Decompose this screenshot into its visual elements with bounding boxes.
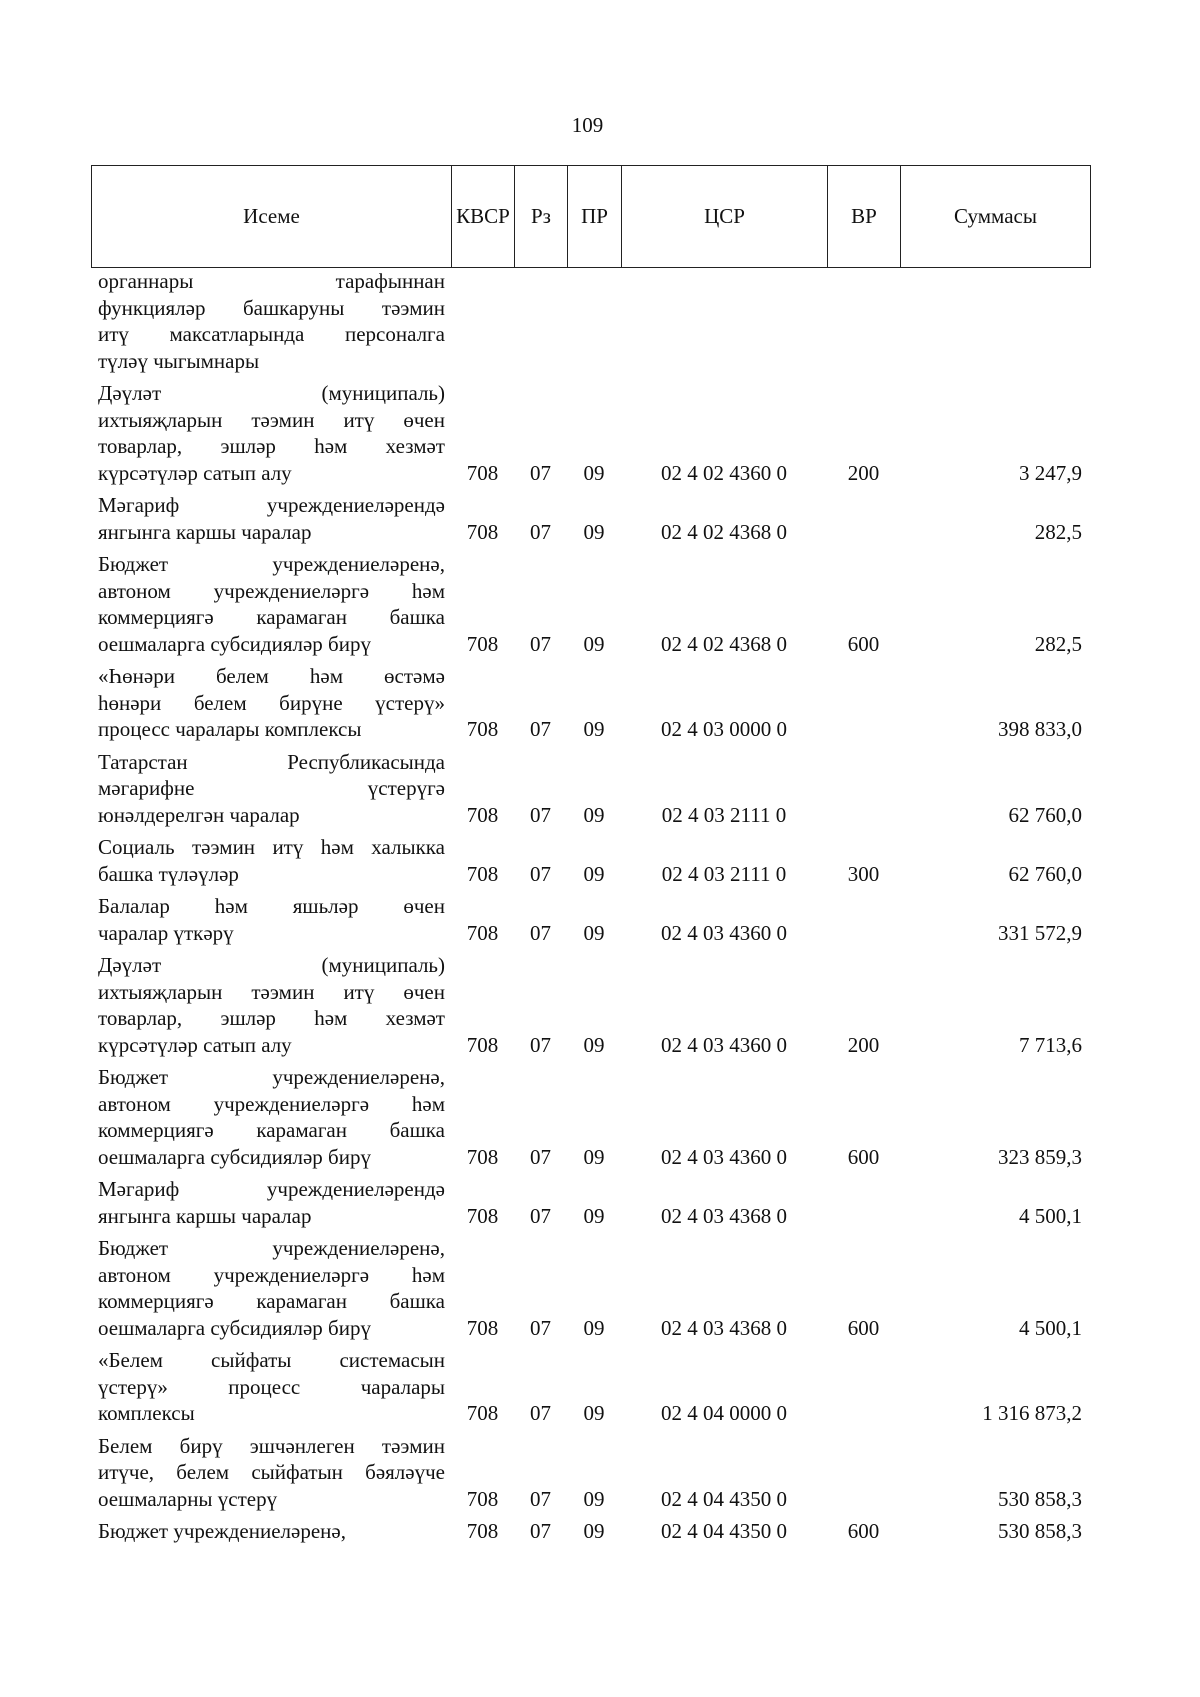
row-name-line: товарлар, эшләр һәм хезмәт bbox=[98, 434, 445, 458]
row-vr: 600 bbox=[847, 1519, 880, 1543]
row-name-line: ихтыяҗларын тәэмин итү өчен bbox=[98, 407, 445, 432]
row-tsr: 02 4 03 4368 0 bbox=[661, 1315, 787, 1340]
row-pr: 09 bbox=[583, 920, 605, 945]
table-row bbox=[91, 1433, 1090, 1519]
row-sum bbox=[900, 268, 1090, 380]
header-name: Исеме bbox=[92, 166, 452, 268]
row-name bbox=[91, 952, 451, 1064]
row-name-line: функцияләр башкаруны тәэмин bbox=[98, 295, 445, 320]
row-pr: 09 bbox=[583, 1401, 605, 1425]
row-rz: 07 bbox=[530, 460, 551, 485]
row-name-line: товарлар, эшләр һәм хезмәт bbox=[98, 1006, 445, 1030]
row-kvsr: 708 bbox=[466, 631, 499, 656]
row-rz: 07 bbox=[530, 1486, 551, 1511]
row-name bbox=[91, 380, 451, 492]
row-pr: 09 bbox=[583, 460, 605, 485]
row-sum: 3 247,9 bbox=[1019, 460, 1082, 485]
row-sum: 4 500,1 bbox=[1019, 1203, 1082, 1228]
row-sum: 398 833,0 bbox=[998, 717, 1082, 741]
row-name bbox=[91, 492, 451, 551]
table-row bbox=[91, 1347, 1090, 1433]
row-name-line: мәгарифне үстерүгә bbox=[98, 776, 445, 800]
row-name-line: оешмаларга субсидияләр бирү bbox=[98, 1315, 371, 1340]
row-tsr: 02 4 03 0000 0 bbox=[661, 717, 787, 741]
row-name-line: автоном учреждениеләргә һәм bbox=[98, 1091, 445, 1116]
row-tsr: 02 4 04 4350 0 bbox=[661, 1519, 787, 1543]
row-sum: 62 760,0 bbox=[1008, 802, 1082, 827]
row-name-line: янгынга каршы чаралар bbox=[98, 1203, 312, 1228]
row-tsr: 02 4 03 4360 0 bbox=[661, 920, 787, 945]
budget-table bbox=[91, 268, 1090, 1551]
row-sum: 282,5 bbox=[1034, 519, 1082, 544]
table-body bbox=[91, 268, 1090, 1551]
row-rz bbox=[514, 268, 567, 380]
row-name-line: Мәгариф учреждениеләрендә bbox=[98, 1177, 445, 1201]
row-rz: 07 bbox=[530, 1519, 551, 1543]
row-name bbox=[91, 268, 451, 380]
table-row bbox=[91, 952, 1090, 1064]
row-name-line: итүче, белем сыйфатын бәяләүче bbox=[98, 1460, 445, 1484]
row-kvsr: 708 bbox=[466, 1486, 499, 1511]
row-vr bbox=[827, 492, 900, 551]
row-tsr: 02 4 02 4368 0 bbox=[661, 519, 787, 544]
row-name-line: итү максатларында персоналга bbox=[98, 322, 445, 346]
row-name-line: Дәүләт (муниципаль) bbox=[98, 381, 445, 405]
table-row bbox=[91, 1235, 1090, 1347]
row-rz: 07 bbox=[530, 519, 551, 544]
row-name-line: янгынга каршы чаралар bbox=[98, 519, 312, 544]
row-name-line: Дәүләт (муниципаль) bbox=[98, 953, 445, 977]
row-tsr bbox=[621, 268, 827, 380]
row-rz: 07 bbox=[530, 1401, 551, 1425]
row-rz: 07 bbox=[530, 1032, 551, 1057]
table-row bbox=[91, 834, 1090, 893]
row-name-line: юнәлдерелгән чаралар bbox=[98, 802, 300, 827]
row-vr: 600 bbox=[847, 1315, 880, 1340]
row-kvsr: 708 bbox=[466, 1315, 499, 1340]
row-name-line: коммерциягә карамаган башка bbox=[98, 1118, 445, 1142]
row-name-line: ихтыяҗларын тәэмин итү өчен bbox=[98, 979, 445, 1004]
row-kvsr: 708 bbox=[466, 1401, 499, 1425]
row-vr bbox=[827, 893, 900, 952]
row-rz: 07 bbox=[530, 1203, 551, 1228]
row-tsr: 02 4 02 4360 0 bbox=[661, 460, 787, 485]
header-vr: ВР bbox=[828, 166, 901, 268]
row-name-line: Бюджет учреждениеләренә, bbox=[98, 1519, 346, 1543]
row-vr bbox=[827, 663, 900, 749]
row-name-line: «Һөнәри белем һәм өстәмә bbox=[98, 664, 445, 688]
row-sum: 282,5 bbox=[1034, 631, 1082, 656]
row-name-line: Татарстан Республикасында bbox=[98, 749, 445, 774]
row-name bbox=[91, 1347, 451, 1433]
row-kvsr: 708 bbox=[466, 802, 499, 827]
table-row bbox=[91, 1518, 1090, 1551]
row-tsr: 02 4 03 4360 0 bbox=[661, 1144, 787, 1169]
row-kvsr: 708 bbox=[466, 1032, 499, 1057]
row-name bbox=[91, 663, 451, 749]
row-name-line: Белем бирү эшчәнлеген тәэмин bbox=[98, 1433, 445, 1458]
row-tsr: 02 4 04 0000 0 bbox=[661, 1401, 787, 1425]
row-name-line: «Белем сыйфаты системасын bbox=[98, 1348, 445, 1372]
row-vr: 200 bbox=[847, 460, 880, 485]
row-name-line: күрсәтүләр сатып алу bbox=[98, 460, 292, 485]
row-name-line: Балалар һәм яшьләр өчен bbox=[98, 894, 445, 918]
row-kvsr: 708 bbox=[466, 717, 499, 741]
row-rz: 07 bbox=[530, 861, 551, 886]
row-sum: 62 760,0 bbox=[1008, 861, 1082, 886]
row-rz: 07 bbox=[530, 631, 551, 656]
row-name bbox=[91, 1518, 451, 1551]
row-name-line: комплексы bbox=[98, 1401, 195, 1425]
row-name bbox=[91, 1433, 451, 1519]
row-rz: 07 bbox=[530, 1315, 551, 1340]
header-pr: ПР bbox=[568, 166, 622, 268]
row-name bbox=[91, 1064, 451, 1176]
row-vr bbox=[827, 1433, 900, 1519]
row-kvsr: 708 bbox=[466, 861, 499, 886]
row-name bbox=[91, 1235, 451, 1347]
row-rz: 07 bbox=[530, 802, 551, 827]
row-rz: 07 bbox=[530, 717, 551, 741]
row-name-line: Мәгариф учреждениеләрендә bbox=[98, 493, 445, 517]
table-row bbox=[91, 268, 1090, 380]
row-tsr: 02 4 04 4350 0 bbox=[661, 1486, 787, 1511]
table-row bbox=[91, 380, 1090, 492]
row-vr bbox=[827, 1347, 900, 1433]
row-sum: 7 713,6 bbox=[1019, 1032, 1082, 1057]
header-sum: Суммасы bbox=[901, 166, 1091, 268]
row-pr: 09 bbox=[583, 1315, 605, 1340]
row-vr: 200 bbox=[847, 1032, 880, 1057]
table-row bbox=[91, 663, 1090, 749]
row-name-line: чаралар үткәрү bbox=[98, 920, 234, 945]
header-kvsr: КВСР bbox=[452, 166, 515, 268]
header-tsr: ЦСР bbox=[622, 166, 828, 268]
row-name-line: Бюджет учреждениеләренә, bbox=[98, 552, 445, 576]
row-pr: 09 bbox=[583, 1032, 605, 1057]
row-kvsr: 708 bbox=[466, 1203, 499, 1228]
row-name-line: автоном учреждениеләргә һәм bbox=[98, 578, 445, 603]
row-vr bbox=[827, 1176, 900, 1235]
row-kvsr: 708 bbox=[466, 519, 499, 544]
row-tsr: 02 4 03 2111 0 bbox=[661, 861, 787, 886]
row-name-line: Бюджет учреждениеләренә, bbox=[98, 1236, 445, 1260]
row-sum: 331 572,9 bbox=[998, 920, 1082, 945]
row-name-line: башка түләүләр bbox=[98, 861, 239, 886]
row-vr bbox=[827, 268, 900, 380]
row-pr: 09 bbox=[583, 1519, 605, 1543]
row-sum: 323 859,3 bbox=[998, 1144, 1082, 1169]
row-name bbox=[91, 749, 451, 835]
table-row bbox=[91, 893, 1090, 952]
row-name-line: оешмаларны үстерү bbox=[98, 1486, 278, 1511]
row-pr: 09 bbox=[583, 1144, 605, 1169]
row-pr: 09 bbox=[583, 1486, 605, 1511]
row-name-line: коммерциягә карамаган башка bbox=[98, 605, 445, 629]
row-pr: 09 bbox=[583, 802, 605, 827]
row-kvsr: 708 bbox=[466, 1519, 499, 1543]
table-row bbox=[91, 1176, 1090, 1235]
row-tsr: 02 4 03 4360 0 bbox=[661, 1032, 787, 1057]
row-pr: 09 bbox=[583, 1203, 605, 1228]
row-rz: 07 bbox=[530, 920, 551, 945]
table-row bbox=[91, 492, 1090, 551]
row-name-line: коммерциягә карамаган башка bbox=[98, 1289, 445, 1313]
row-pr bbox=[567, 268, 621, 380]
page-number: 109 bbox=[571, 113, 604, 137]
row-vr bbox=[827, 749, 900, 835]
row-name-line: автоном учреждениеләргә һәм bbox=[98, 1262, 445, 1287]
header-rz: Рз bbox=[515, 166, 568, 268]
row-name-line: органнары тарафыннан bbox=[98, 269, 445, 293]
row-name-line: оешмаларга субсидияләр бирү bbox=[98, 631, 371, 656]
row-vr: 600 bbox=[847, 631, 880, 656]
row-kvsr bbox=[451, 268, 514, 380]
table-header bbox=[91, 165, 1091, 268]
row-pr: 09 bbox=[583, 717, 605, 741]
row-tsr: 02 4 02 4368 0 bbox=[661, 631, 787, 656]
row-sum: 530 858,3 bbox=[998, 1486, 1082, 1511]
row-name-line: һөнәри белем бирүне үстерү» bbox=[98, 690, 445, 715]
row-name-line: үстерү» процесс чаралары bbox=[98, 1374, 445, 1399]
row-name-line: Социаль тәэмин итү һәм халыкка bbox=[98, 835, 445, 859]
row-kvsr: 708 bbox=[466, 1144, 499, 1169]
row-name bbox=[91, 834, 451, 893]
row-kvsr: 708 bbox=[466, 460, 499, 485]
row-name-line: түләү чыгымнары bbox=[98, 348, 260, 373]
table-row bbox=[91, 749, 1090, 835]
row-name bbox=[91, 893, 451, 952]
row-tsr: 02 4 03 4368 0 bbox=[661, 1203, 787, 1228]
row-name-line: Бюджет учреждениеләренә, bbox=[98, 1065, 445, 1089]
row-vr: 300 bbox=[847, 861, 880, 886]
table-row bbox=[91, 1064, 1090, 1176]
row-name bbox=[91, 551, 451, 663]
row-sum: 530 858,3 bbox=[998, 1519, 1082, 1543]
row-rz: 07 bbox=[530, 1144, 551, 1169]
row-pr: 09 bbox=[583, 861, 605, 886]
row-name-line: күрсәтүләр сатып алу bbox=[98, 1032, 292, 1057]
row-tsr: 02 4 03 2111 0 bbox=[661, 802, 787, 827]
row-pr: 09 bbox=[583, 519, 605, 544]
row-name-line: оешмаларга субсидияләр бирү bbox=[98, 1144, 371, 1169]
row-vr: 600 bbox=[847, 1144, 880, 1169]
row-sum: 4 500,1 bbox=[1019, 1315, 1082, 1340]
row-sum: 1 316 873,2 bbox=[982, 1401, 1082, 1425]
row-kvsr: 708 bbox=[466, 920, 499, 945]
row-name-line: процесс чаралары комплексы bbox=[98, 717, 362, 741]
table-row bbox=[91, 551, 1090, 663]
row-name bbox=[91, 1176, 451, 1235]
row-pr: 09 bbox=[583, 631, 605, 656]
